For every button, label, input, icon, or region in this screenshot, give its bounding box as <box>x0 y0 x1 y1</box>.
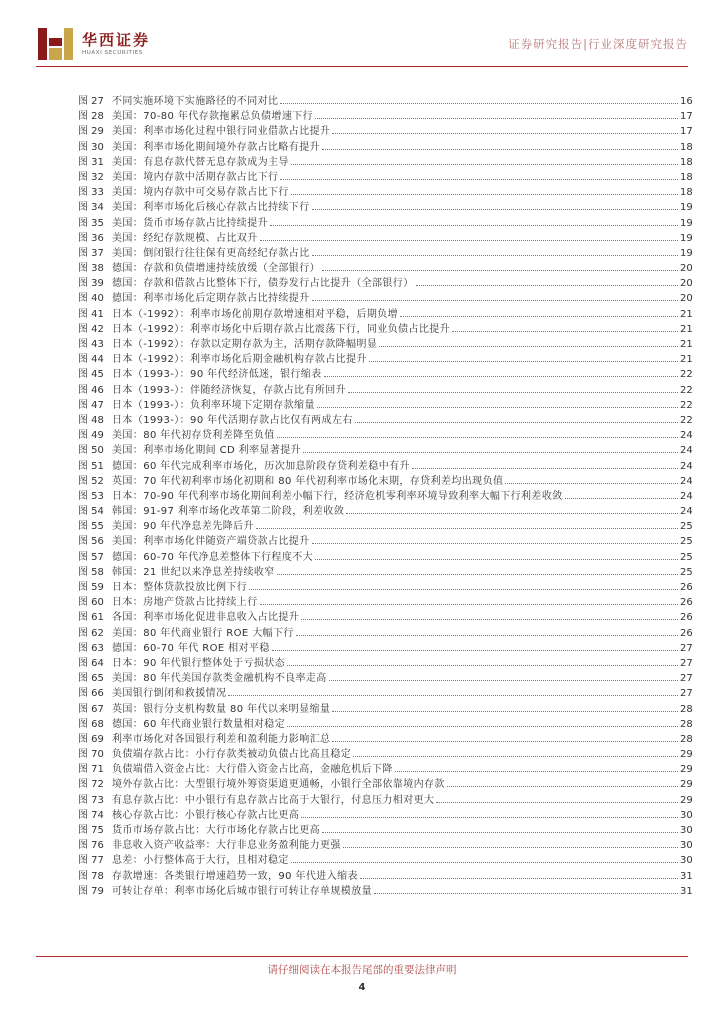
toc-entry[interactable] <box>78 731 692 746</box>
header-divider <box>36 66 688 67</box>
dot-leader <box>270 215 678 226</box>
figure-title: 美国：经纪存款规模、占比双升 <box>112 232 258 244</box>
toc-entry[interactable] <box>78 154 692 169</box>
figure-page-number: 18 <box>680 171 693 183</box>
dot-leader <box>296 625 678 636</box>
figure-page-number: 21 <box>680 339 693 350</box>
toc-entry[interactable] <box>78 488 692 503</box>
figure-label: 图 46 <box>78 384 104 396</box>
figure-label: 图 76 <box>78 840 104 852</box>
figure-title: 美国：80 年代商业银行 ROE 大幅下行 <box>112 627 294 639</box>
dot-leader <box>360 868 678 879</box>
figure-page-number: 29 <box>680 749 693 761</box>
dot-leader <box>291 184 678 195</box>
figure-title: 美国：90 年代净息差先降后升 <box>112 521 254 533</box>
toc-entry[interactable] <box>78 518 692 533</box>
legal-notice: 请仔细阅读在本报告尾部的重要法律声明 <box>267 964 457 976</box>
figure-page-number: 24 <box>680 506 693 518</box>
report-type: 证券研究报告|行业深度研究报告 <box>508 37 688 51</box>
toc-entry[interactable] <box>78 533 692 548</box>
toc-entry[interactable] <box>78 366 692 381</box>
figure-page-number: 27 <box>680 688 693 700</box>
figure-list <box>78 93 692 898</box>
dot-leader <box>379 336 678 347</box>
dot-leader <box>332 123 678 134</box>
figure-title: 美国：利率市场化期间境外存款占比略有提升 <box>112 141 320 153</box>
figure-title: 德国：利率市场化后定期存款占比持续提升 <box>112 293 310 305</box>
figure-title: 利率市场化对各国银行利差和盈利能力影响汇总 <box>112 733 331 745</box>
figure-title: 美国：利率市场化伴随资产端贷款占比提升 <box>112 536 310 548</box>
dot-leader <box>324 366 678 377</box>
figure-page-number: 26 <box>680 597 693 609</box>
dot-leader <box>348 382 678 393</box>
toc-entry[interactable] <box>78 716 692 731</box>
figure-label: 图 69 <box>78 733 104 745</box>
logo <box>36 24 150 64</box>
dot-leader <box>317 397 678 408</box>
figure-page-number: 28 <box>680 718 693 730</box>
toc-entry[interactable] <box>78 458 692 473</box>
dot-leader <box>332 701 678 712</box>
figure-title: 德国：60 年代商业银行数量相对稳定 <box>112 718 286 730</box>
figure-label: 图 51 <box>78 460 104 472</box>
figure-title: 美国：境内存款中活期存款占比下行 <box>112 171 279 183</box>
figure-page-number: 18 <box>680 187 693 199</box>
toc-entry[interactable] <box>78 199 692 214</box>
figure-label: 图 58 <box>78 566 104 578</box>
dot-leader <box>277 564 678 575</box>
figure-title: 非息收入资产收益率：大行非息业务盈利能力更强 <box>112 840 341 852</box>
figure-label: 图 40 <box>78 293 104 305</box>
toc-entry[interactable] <box>78 93 692 108</box>
figure-label: 图 38 <box>78 263 104 275</box>
figure-title: 负债端存款占比：小行存款类被动负债占比高且稳定 <box>112 749 352 761</box>
figure-page-number: 18 <box>680 141 693 153</box>
figure-title: 英国：70 年代初利率市场化初期和 80 年代初利率市场化末期，存贷利差均出现负值 <box>112 475 504 487</box>
figure-page-number: 28 <box>680 703 693 715</box>
dot-leader <box>369 351 678 362</box>
figure-label: 图 75 <box>78 825 104 836</box>
dot-leader <box>343 837 678 848</box>
figure-title: 德国：60-70 年代 ROE 相对平稳 <box>112 642 270 654</box>
figure-title: 日本：整体贷款投放比例下行 <box>112 582 248 593</box>
dot-leader <box>565 488 678 499</box>
figure-title: 美国：利率市场化后核心存款占比持续下行 <box>112 202 310 214</box>
figure-title: 韩国：91-97 利率市场化改革第二阶段，利差收敛 <box>112 506 345 518</box>
figure-page-number: 22 <box>680 384 693 396</box>
figure-title: 货币市场存款占比：大行市场化存款占比更高 <box>112 825 320 836</box>
figure-page-number: 21 <box>680 308 693 320</box>
figure-page-number: 21 <box>680 354 693 366</box>
figure-label: 图 50 <box>78 445 104 457</box>
dot-leader <box>312 290 678 301</box>
toc-entry[interactable] <box>78 442 692 457</box>
toc-entry[interactable] <box>78 883 692 898</box>
toc-entry[interactable] <box>78 655 692 670</box>
figure-title: 日本（1993-）：90 年代活期存款占比仅有两成左右 <box>112 414 353 426</box>
dot-leader <box>249 579 678 590</box>
dot-leader <box>329 670 678 681</box>
figure-label: 图 60 <box>78 597 104 609</box>
dot-leader <box>228 685 678 696</box>
figure-label: 图 47 <box>78 399 104 411</box>
toc-entry[interactable] <box>78 868 692 883</box>
figure-title: 日本：90 年代银行整体处于亏损状态 <box>112 657 286 669</box>
logo-english-name: HUAXI SECURITIES <box>82 50 143 56</box>
toc-entry[interactable] <box>78 746 692 761</box>
figure-title: 存款增速：各类银行增速趋势一致，90 年代进入缩表 <box>112 870 358 882</box>
figure-page-number: 30 <box>680 825 693 836</box>
toc-entry[interactable] <box>78 564 692 579</box>
toc-entry[interactable] <box>78 108 692 123</box>
figure-label: 图 29 <box>78 126 104 138</box>
figure-title: 美国银行倒闭和救援情况 <box>112 688 227 700</box>
figure-title: 各国：利率市场化促进非息收入占比提升 <box>112 612 300 624</box>
toc-entry[interactable] <box>78 351 692 366</box>
huaxi-logo-icon <box>36 24 76 64</box>
figure-title: 美国：有息存款代替无息存款成为主导 <box>112 156 289 168</box>
toc-entry[interactable] <box>78 594 692 609</box>
figure-page-number: 26 <box>680 612 693 624</box>
figure-label: 图 73 <box>78 794 104 806</box>
figure-label: 图 42 <box>78 323 104 335</box>
figure-label: 图 79 <box>78 885 104 897</box>
dot-leader <box>291 852 678 863</box>
dot-leader <box>436 792 678 803</box>
dot-leader <box>280 93 678 104</box>
dot-leader <box>395 761 678 772</box>
figure-label: 图 66 <box>78 688 104 700</box>
figure-label: 图 67 <box>78 703 104 715</box>
figure-label: 图 30 <box>78 141 104 153</box>
figure-page-number: 29 <box>680 764 693 776</box>
figure-title: 德国：存款和负债增速持续放缓（全部银行） <box>112 263 320 275</box>
figure-page-number: 29 <box>680 794 693 806</box>
toc-entry[interactable] <box>78 822 692 837</box>
figure-page-number: 19 <box>680 247 693 259</box>
figure-title: 日本（-1992）：存款以定期存款为主，活期存款降幅明显 <box>112 339 378 350</box>
figure-title: 日本：70-90 年代利率市场化期间利差小幅下行，经济危机零利率环境导致利率大幅下行利差收敛 <box>112 490 563 502</box>
figure-page-number: 27 <box>680 657 693 669</box>
figure-label: 图 33 <box>78 187 104 199</box>
toc-entry[interactable] <box>78 776 692 791</box>
toc-entry[interactable] <box>78 260 692 275</box>
figure-title: 美国：利率市场化过程中银行同业借款占比提升 <box>112 126 331 138</box>
figure-page-number: 25 <box>680 521 693 533</box>
figure-label: 图 56 <box>78 536 104 548</box>
figure-page-number: 16 <box>680 96 693 107</box>
figure-page-number: 20 <box>680 278 693 290</box>
figure-title: 英国：银行分支机构数量 80 年代以来明显缩量 <box>112 703 331 715</box>
figure-label: 图 31 <box>78 156 104 168</box>
figure-title: 日本（1993-）：90 年代经济低迷，银行缩表 <box>112 369 322 381</box>
figure-page-number: 24 <box>680 490 693 502</box>
figure-title: 负债端借入资金占比：大行借入资金占比高，金融危机后下降 <box>112 764 393 776</box>
figure-label: 图 44 <box>78 354 104 366</box>
dot-leader <box>332 731 678 742</box>
dot-leader <box>322 139 678 150</box>
dot-leader <box>287 716 678 727</box>
figure-title: 核心存款占比：小银行核心存款占比更高 <box>112 809 300 821</box>
dot-leader <box>505 473 678 484</box>
figure-page-number: 31 <box>680 870 693 882</box>
figure-page-number: 29 <box>680 779 693 791</box>
toc-entry[interactable] <box>78 169 692 184</box>
toc-entry[interactable] <box>78 275 692 290</box>
figure-label: 图 61 <box>78 612 104 624</box>
toc-entry[interactable] <box>78 397 692 412</box>
figure-label: 图 34 <box>78 202 104 214</box>
dot-leader <box>416 275 678 286</box>
figure-page-number: 26 <box>680 627 693 639</box>
dot-leader <box>256 518 678 529</box>
toc-entry[interactable] <box>78 230 692 245</box>
figure-page-number: 22 <box>680 369 693 381</box>
figure-page-number: 17 <box>680 111 693 123</box>
dot-leader <box>315 108 678 119</box>
dot-leader <box>260 230 678 241</box>
figure-page-number: 20 <box>680 293 693 305</box>
figure-title: 美国：利率市场化期间 CD 利率显著提升 <box>112 445 302 457</box>
figure-page-number: 30 <box>680 855 693 867</box>
figure-page-number: 25 <box>680 536 693 548</box>
toc-entry[interactable] <box>78 412 692 427</box>
dot-leader <box>315 549 678 560</box>
dot-leader <box>260 594 678 605</box>
figure-title: 美国：80 年代美国存款类金融机构不良率走高 <box>112 673 327 685</box>
figure-title: 美国：70-80 年代存款拖累总负债增速下行 <box>112 111 314 123</box>
figure-label: 图 53 <box>78 490 104 502</box>
toc-entry[interactable] <box>78 685 692 700</box>
figure-label: 图 43 <box>78 339 104 350</box>
figure-title: 境外存款占比：大型银行境外筹资渠道更通畅，小银行全部依靠境内存款 <box>112 779 445 791</box>
figure-page-number: 30 <box>680 840 693 852</box>
figure-title: 德国：60 年代完成利率市场化，历次加息阶段存贷利差稳中有升 <box>112 460 410 472</box>
dot-leader <box>301 807 678 818</box>
figure-title: 日本（-1992）：利率市场化前期存款增速相对平稳，后期负增 <box>112 308 399 320</box>
figure-page-number: 31 <box>680 885 693 897</box>
figure-label: 图 70 <box>78 749 104 761</box>
figure-title: 可转让存单：利率市场化后城市银行可转让存单规模放量 <box>112 885 372 897</box>
toc-entry[interactable] <box>78 336 692 351</box>
figure-page-number: 27 <box>680 642 693 654</box>
figure-label: 图 68 <box>78 718 104 730</box>
dot-leader <box>374 883 678 894</box>
figure-page-number: 25 <box>680 551 693 563</box>
figure-title: 日本（1993-）：伴随经济恢复，存款占比有所回升 <box>112 384 347 396</box>
toc-entry[interactable] <box>78 321 692 336</box>
logo-chinese-name: 华西证券 <box>82 31 151 49</box>
toc-entry[interactable] <box>78 761 692 776</box>
figure-page-number: 24 <box>680 430 693 442</box>
dot-leader <box>303 442 678 453</box>
dot-leader <box>353 746 678 757</box>
figure-label: 图 71 <box>78 764 104 776</box>
dot-leader <box>312 533 678 544</box>
figure-page-number: 27 <box>680 673 693 685</box>
figure-title: 日本（-1992）：利率市场化后期金融机构存款占比提升 <box>112 354 367 366</box>
toc-entry[interactable] <box>78 549 692 564</box>
figure-title: 日本（1993-）：负利率环境下定期存款缩量 <box>112 399 315 411</box>
figure-label: 图 57 <box>78 551 104 563</box>
figure-label: 图 77 <box>78 855 104 867</box>
figure-page-number: 28 <box>680 733 693 745</box>
dot-leader <box>280 169 678 180</box>
figure-title: 美国：80 年代初存贷利差降至负值 <box>112 430 275 442</box>
figure-page-number: 18 <box>680 156 693 168</box>
figure-page-number: 19 <box>680 217 693 229</box>
figure-label: 图 28 <box>78 111 104 123</box>
figure-label: 图 37 <box>78 247 104 259</box>
figure-label: 图 48 <box>78 414 104 426</box>
figure-label: 图 35 <box>78 217 104 229</box>
figure-title: 日本（-1992）：利率市场化中后期存款占比震荡下行，同业负债占比提升 <box>112 323 451 335</box>
toc-entry[interactable] <box>78 579 692 594</box>
page-header <box>0 0 724 70</box>
figure-label: 图 32 <box>78 171 104 183</box>
toc-entry[interactable] <box>78 792 692 807</box>
figure-label: 图 63 <box>78 642 104 654</box>
toc-entry[interactable] <box>78 139 692 154</box>
figure-label: 图 62 <box>78 627 104 639</box>
figure-label: 图 72 <box>78 779 104 791</box>
dot-leader <box>272 640 678 651</box>
figure-page-number: 26 <box>680 582 693 593</box>
figure-page-number: 24 <box>680 475 693 487</box>
figure-title: 息差：小行整体高于大行，且相对稳定 <box>112 855 289 867</box>
figure-page-number: 17 <box>680 126 693 138</box>
dot-leader <box>291 154 678 165</box>
dot-leader <box>287 655 678 666</box>
toc-entry[interactable] <box>78 290 692 305</box>
toc-entry[interactable] <box>78 837 692 852</box>
figure-page-number: 22 <box>680 414 693 426</box>
figure-title: 韩国：21 世纪以来净息差持续收窄 <box>112 566 275 578</box>
dot-leader <box>346 503 678 514</box>
footer-divider <box>36 956 688 957</box>
figure-label: 图 64 <box>78 657 104 669</box>
figure-page-number: 30 <box>680 809 693 821</box>
figure-label: 图 36 <box>78 232 104 244</box>
figure-title: 德国：60-70 年代净息差整体下行程度不大 <box>112 551 314 563</box>
dot-leader <box>322 822 678 833</box>
toc-entry[interactable] <box>78 625 692 640</box>
dot-leader <box>312 245 678 256</box>
figure-title: 不同实施环境下实施路径的不同对比 <box>112 96 279 107</box>
figure-label: 图 55 <box>78 521 104 533</box>
toc-entry[interactable] <box>78 640 692 655</box>
toc-entry[interactable] <box>78 184 692 199</box>
figure-title: 日本：房地产贷款占比持续上行 <box>112 597 258 609</box>
figure-page-number: 24 <box>680 445 693 457</box>
figure-page-number: 20 <box>680 263 693 275</box>
dot-leader <box>277 427 678 438</box>
dot-leader <box>447 776 678 787</box>
dot-leader <box>452 321 678 332</box>
figure-label: 图 65 <box>78 673 104 685</box>
figure-label: 图 59 <box>78 582 104 593</box>
toc-entry[interactable] <box>78 670 692 685</box>
dot-leader <box>355 412 678 423</box>
toc-entry[interactable] <box>78 609 692 624</box>
figure-label: 图 45 <box>78 369 104 381</box>
figure-title: 美国：境内存款中可交易存款占比下行 <box>112 187 289 199</box>
page-number: 4 <box>358 982 366 993</box>
figure-title: 有息存款占比：中小银行有息存款占比高于大银行，付息压力相对更大 <box>112 794 435 806</box>
toc-entry[interactable] <box>78 245 692 260</box>
dot-leader <box>312 199 678 210</box>
toc-entry[interactable] <box>78 701 692 716</box>
figure-page-number: 19 <box>680 202 693 214</box>
figure-label: 图 74 <box>78 809 104 821</box>
toc-entry[interactable] <box>78 306 692 321</box>
toc-entry[interactable] <box>78 473 692 488</box>
figure-label: 图 39 <box>78 278 104 290</box>
figure-title: 德国：存款和借款占比整体下行，债券发行占比提升（全部银行） <box>112 278 414 290</box>
figure-title: 美国：倒闭银行往往保有更高经纪存款占比 <box>112 247 310 259</box>
toc-entry[interactable] <box>78 382 692 397</box>
toc-entry[interactable] <box>78 852 692 867</box>
figure-label: 图 78 <box>78 870 104 882</box>
figure-label: 图 27 <box>78 96 104 107</box>
dot-leader <box>400 306 678 317</box>
figure-page-number: 24 <box>680 460 693 472</box>
figure-label: 图 41 <box>78 308 104 320</box>
figure-page-number: 19 <box>680 232 693 244</box>
toc-entry[interactable] <box>78 807 692 822</box>
figure-label: 图 49 <box>78 430 104 442</box>
figure-page-number: 25 <box>680 566 693 578</box>
figure-label: 图 52 <box>78 475 104 487</box>
toc-entry[interactable] <box>78 215 692 230</box>
figure-label: 图 54 <box>78 506 104 518</box>
dot-leader <box>301 609 678 620</box>
figure-page-number: 22 <box>680 399 693 411</box>
dot-leader <box>322 260 678 271</box>
figure-title: 美国：货币市场存款占比持续提升 <box>112 217 268 229</box>
dot-leader <box>412 458 678 469</box>
toc-entry[interactable] <box>78 427 692 442</box>
toc-entry[interactable] <box>78 503 692 518</box>
toc-entry[interactable] <box>78 123 692 138</box>
figure-page-number: 21 <box>680 323 693 335</box>
